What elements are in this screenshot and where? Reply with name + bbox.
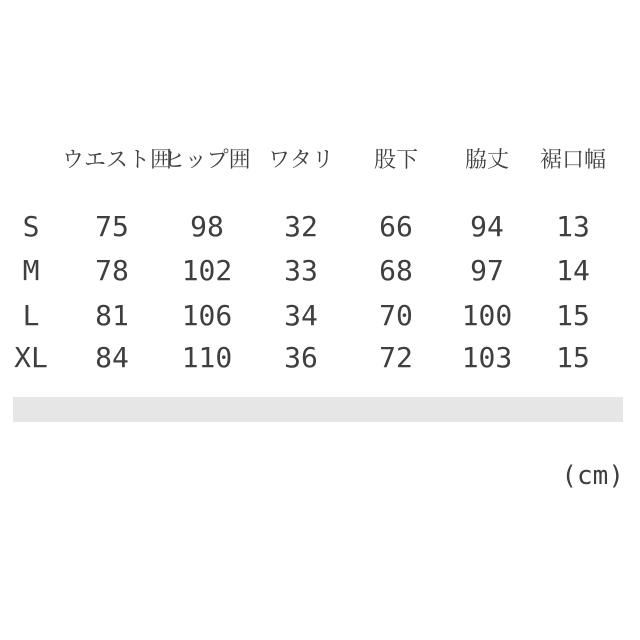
value-s-waist: 75: [95, 209, 129, 243]
value-s-inseam: 66: [379, 209, 413, 243]
value-l-hem-width: 15: [556, 298, 590, 332]
value-xl-side-length: 103: [461, 340, 513, 374]
divider-bar: [13, 397, 623, 422]
table-header-row: [0, 140, 614, 176]
row-label-s: S: [22, 209, 40, 243]
value-s-side-length: 94: [470, 209, 504, 243]
row-label-xl: XL: [14, 340, 48, 374]
value-l-inseam: 70: [379, 298, 413, 332]
column-header-inseam: 股下: [373, 146, 418, 172]
column-header-hip: ヒップ囲: [163, 146, 251, 172]
column-header-side-length: 脇丈: [464, 146, 509, 172]
value-l-waist: 81: [95, 298, 129, 332]
column-header-hem-width: 裾口幅: [539, 146, 606, 172]
column-header-waist: ウエスト囲: [62, 146, 173, 172]
value-xl-waist: 84: [95, 340, 129, 374]
row-label-m: M: [22, 253, 40, 287]
value-s-thigh: 32: [284, 209, 318, 243]
unit-label: (cm): [561, 461, 624, 491]
value-xl-thigh: 36: [284, 340, 318, 374]
value-m-hip: 102: [181, 253, 233, 287]
column-header-thigh: ワタリ: [268, 146, 334, 172]
table-row-l: [0, 297, 614, 333]
value-l-side-length: 100: [461, 298, 513, 332]
row-label-l: L: [22, 298, 40, 332]
value-xl-inseam: 72: [379, 340, 413, 374]
value-xl-hem-width: 15: [556, 340, 590, 374]
value-s-hem-width: 13: [556, 209, 590, 243]
value-m-hem-width: 14: [556, 253, 590, 287]
value-xl-hip: 110: [181, 340, 233, 374]
value-l-hip: 106: [181, 298, 233, 332]
table-row-s: [0, 208, 614, 244]
value-s-hip: 98: [190, 209, 224, 243]
value-m-waist: 78: [95, 253, 129, 287]
value-m-thigh: 33: [284, 253, 318, 287]
value-m-inseam: 68: [379, 253, 413, 287]
table-row-m: [0, 252, 614, 288]
table-row-xl: [0, 339, 614, 375]
value-m-side-length: 97: [470, 253, 504, 287]
value-l-thigh: 34: [284, 298, 318, 332]
